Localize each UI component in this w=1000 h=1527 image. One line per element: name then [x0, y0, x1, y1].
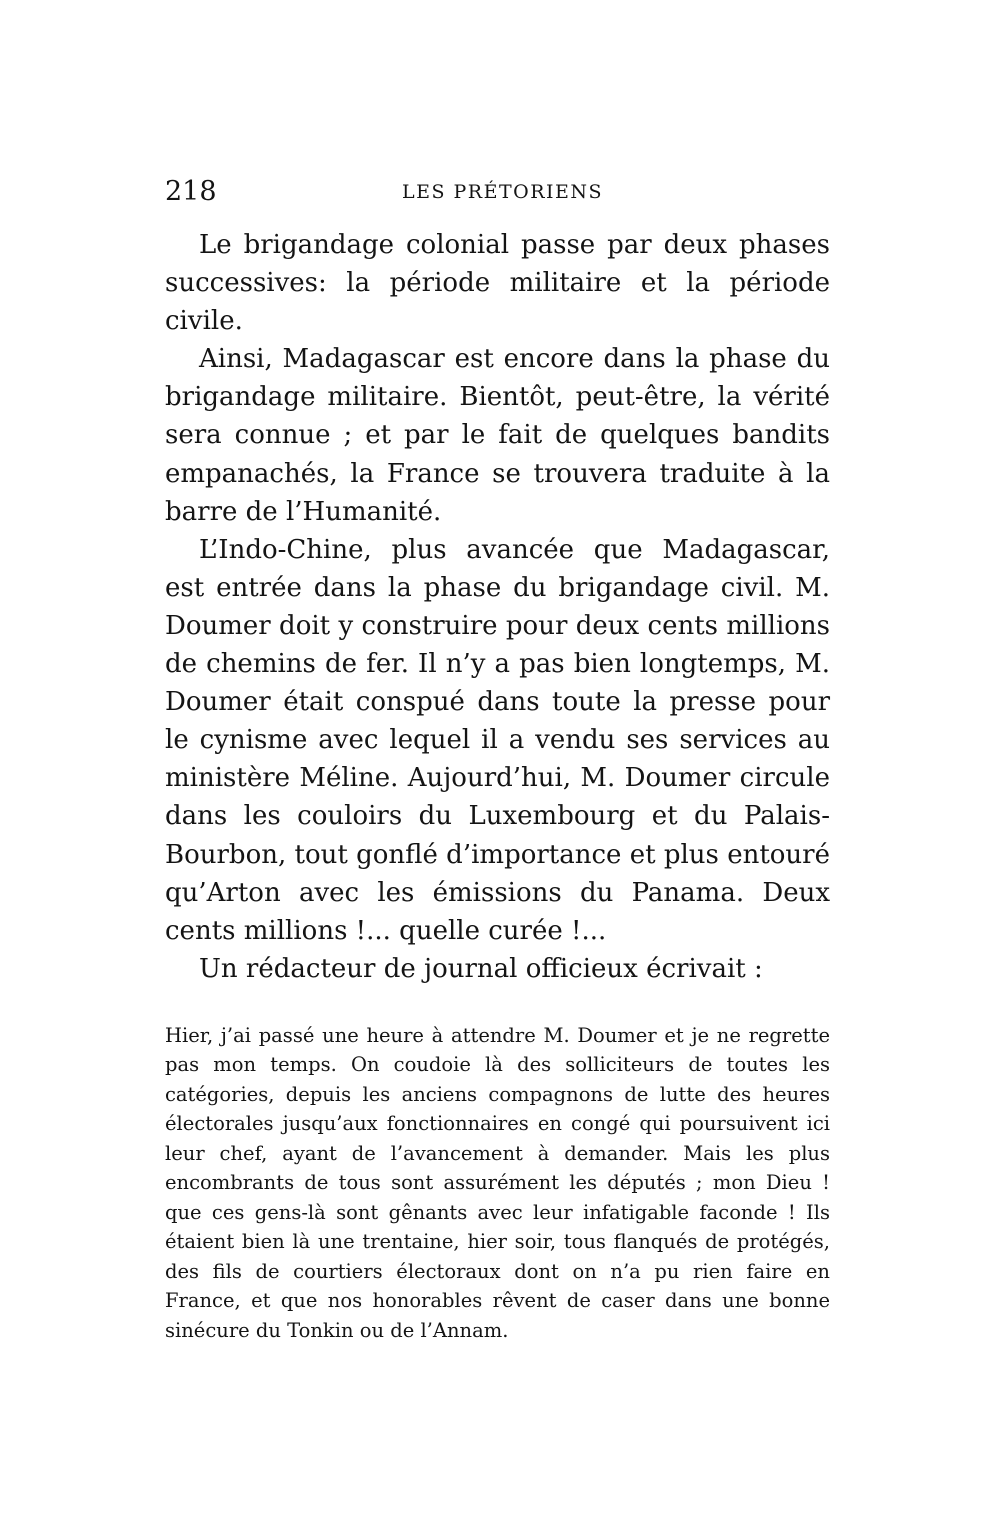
paragraph: Un rédacteur de journal officieux écrivait :	[199, 953, 763, 984]
paragraph: L’Indo-Chine, plus avancée que Madagascar, est entrée dans la phase du brigandage civil. M. Doumer doit y construire pour deux cents millions de chemins de fer. Il n’y a pas bien longtemps, M. Doumer était conspué dans toute la presse pour le cynisme avec lequel il a vendu ses services au ministère Méline. Aujourd’hui, M. Doumer circule dans les couloirs du Luxembourg et du Palais-Bourbon, tout gonflé d’importance et plus entouré qu’Arton avec les émissions du Panama. Deux cents millions !... quelle curée !...	[165, 534, 830, 946]
running-title: LES PRÉTORIENS	[401, 181, 604, 203]
paragraph: Le brigandage colonial passe par deux phases successives: la période militaire et la période civile.	[165, 230, 830, 337]
body-text	[165, 226, 830, 988]
quote-text: Hier, j’ai passé une heure à attendre M. Doumer et je ne regrette pas mon temps. On coudoie là des solliciteurs de toutes les catégories, depuis les anciens compagnons de lutte des heures électorales jusqu’aux fonctionnaires en congé qui poursuivent ici leur chef, ayant de l’avancement à demander. Mais les plus encombrants de tous sont assurément les députés ; mon Dieu ! que ces gens-là sont gênants avec leur infatigable faconde ! Ils étaient bien là une trentaine, hier soir, tous flanqués de protégés, des fils de courtiers électoraux dont on n’a pu rien faire en France, et que nos honorables rêvent de caser dans une bonne sinécure du Tonkin ou de l’Annam.	[165, 1023, 830, 1342]
paragraph: Ainsi, Madagascar est encore dans la phase du brigandage militaire. Bientôt, peut-être, la vérité sera connue ; et par le fait de quelques bandits empanachés, la France se trouvera traduite à la barre de l’Humanité.	[165, 344, 830, 527]
book-page	[165, 172, 830, 1345]
block-quote	[165, 1021, 830, 1346]
page-number: 218	[165, 176, 217, 207]
running-head	[165, 172, 830, 212]
